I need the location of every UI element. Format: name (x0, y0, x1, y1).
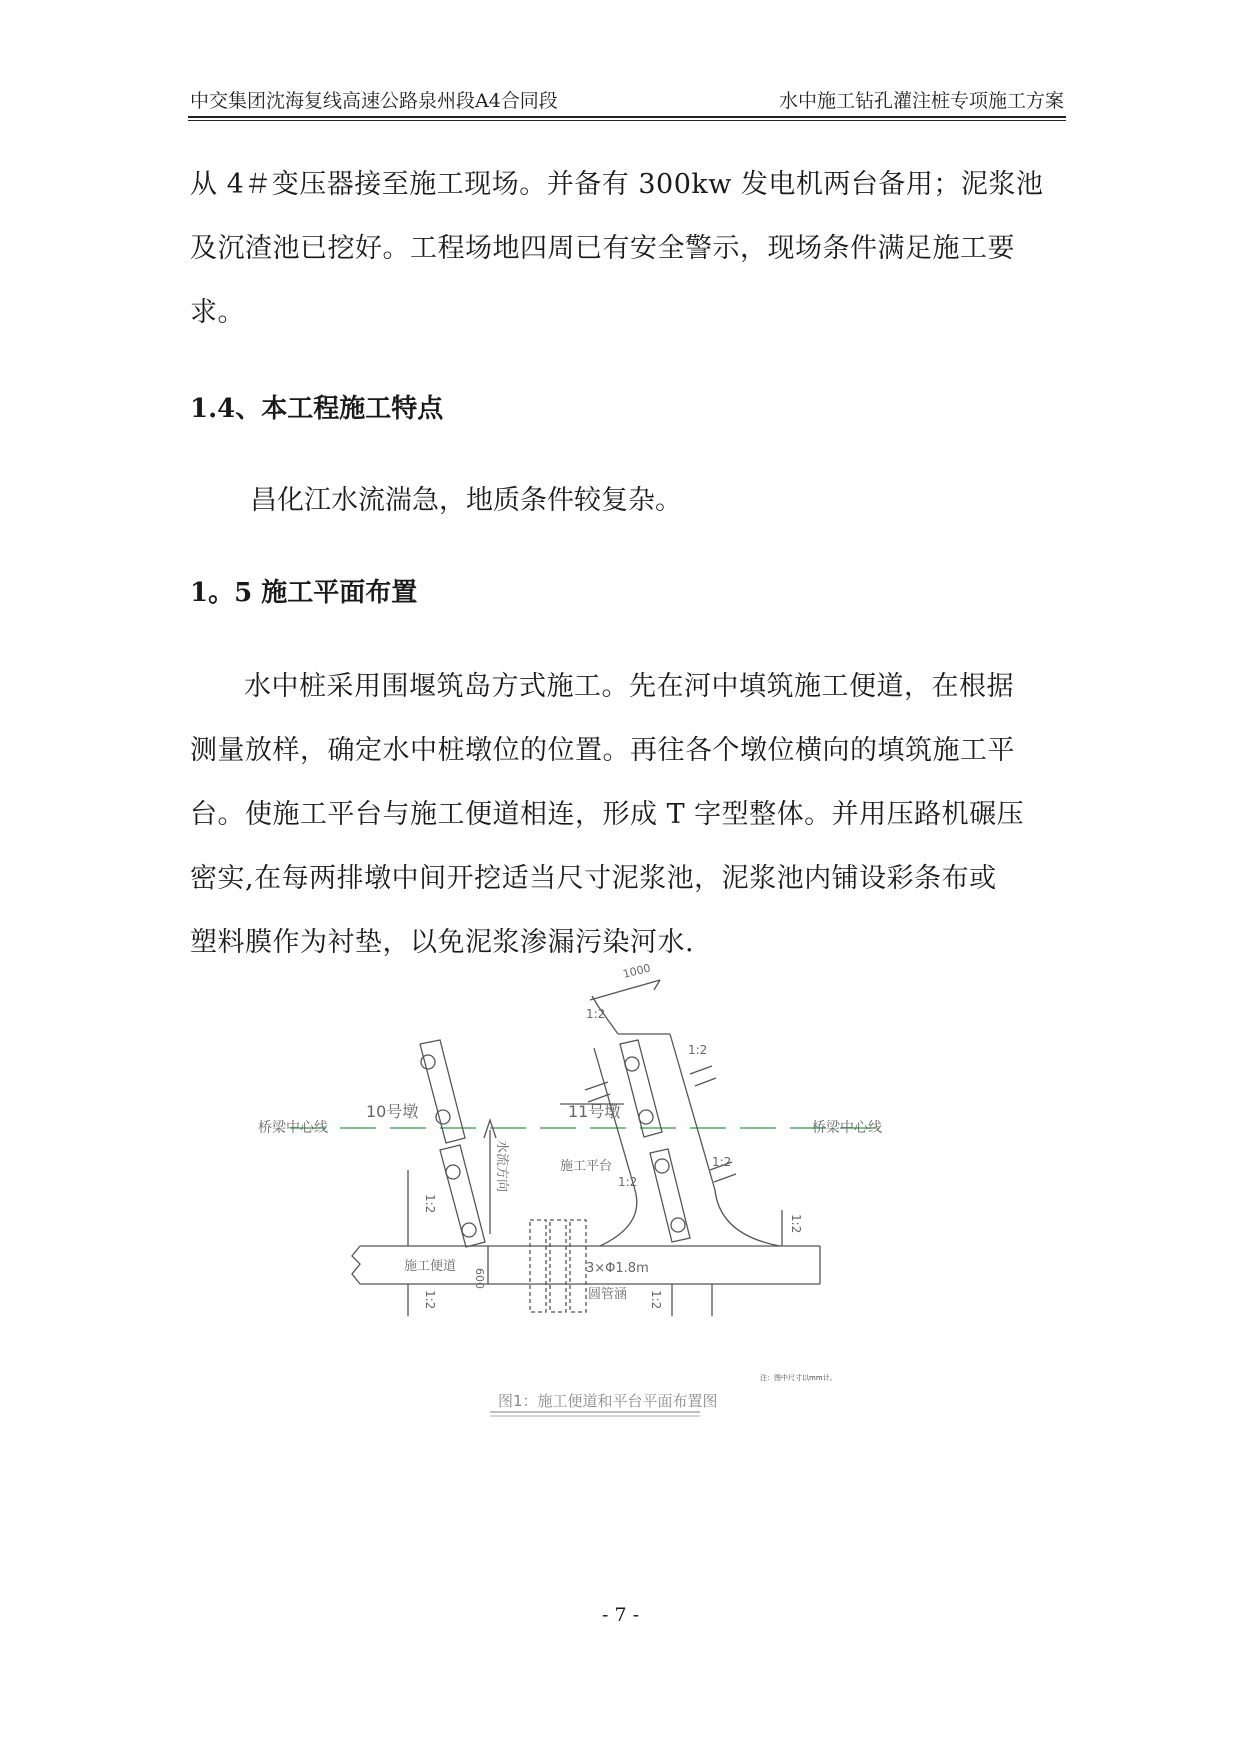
site-plan-figure (258, 961, 1000, 1460)
slope-label: 1:2 (586, 1007, 606, 1021)
culvert-spec-label: 3×Φ1.8m (586, 1261, 649, 1276)
slope-label: 1:2 (423, 1194, 437, 1214)
slope-label: 1:2 (649, 1290, 663, 1310)
section-heading-1-4: 1.4、本工程施工特点 (190, 394, 444, 424)
flow-direction-label: 水流方向 (494, 1140, 509, 1193)
slope-label: 1:2 (688, 1043, 708, 1057)
platform-width-label: 1000 (621, 961, 652, 981)
paragraph-line: 从 4＃变压器接至施工现场。并备有 300kw 发电机两台备用；泥浆池 (190, 169, 1044, 200)
header-right-text: 水中施工钻孔灌注桩专项施工方案 (778, 90, 1064, 112)
paragraph-site-features: 昌化江水流湍急，地质条件较复杂。 (250, 485, 682, 516)
paragraph-line: 求。 (190, 297, 245, 328)
pier11-label: 11号墩 (568, 1102, 621, 1121)
section-heading-1-5: 1。5 施工平面布置 (190, 578, 418, 608)
paragraph-line: 及沉渣池已挖好。工程场地四周已有安全警示，现场条件满足施工要 (190, 233, 1015, 264)
platform-label: 施工平台 (560, 1159, 613, 1174)
site-plan-drawing (258, 961, 1000, 1460)
access-road-label: 施工便道 (404, 1259, 457, 1274)
paragraph-line: 密实,在每两排墩中间开挖适当尺寸泥浆池，泥浆池内铺设彩条布或 (190, 863, 997, 894)
bridge-centerline-label-left: 桥梁中心线 (258, 1120, 328, 1136)
figure-note: 注：图中尺寸以mm计。 (760, 1374, 837, 1382)
slope-label: 1:2 (618, 1175, 638, 1189)
culvert (530, 1220, 586, 1312)
pier-10 (420, 1040, 485, 1247)
paragraph-layout (190, 655, 1068, 975)
figure-caption: 图1：施工便道和平台平面布置图 (498, 1392, 718, 1410)
paragraph-power-supply (190, 153, 1068, 345)
slope-label: 1:2 (789, 1214, 803, 1234)
page-number: - 7 - (601, 1604, 639, 1626)
paragraph-line: 水中桩采用围堰筑岛方式施工。先在河中填筑施工便道，在根据 (244, 671, 1014, 702)
header-left-text: 中交集团沈海复线高速公路泉州段A4合同段 (190, 90, 558, 112)
pier-11 (620, 1040, 690, 1242)
header-rule (188, 116, 1066, 118)
paragraph-line: 测量放样，确定水中桩墩位的位置。再往各个墩位横向的填筑施工平 (190, 735, 1015, 766)
pier10-label: 10号墩 (366, 1102, 419, 1121)
header-rule-thin (188, 120, 1066, 121)
slope-label: 1:2 (712, 1155, 732, 1169)
culvert-name-label: 圆管涵 (588, 1287, 628, 1302)
bridge-centerline-label-right: 桥梁中心线 (812, 1120, 882, 1136)
road-width-label: 600 (473, 1268, 486, 1289)
slope-label: 1:2 (423, 1290, 437, 1310)
paragraph-line: 塑料膜作为衬垫，以免泥浆渗漏污染河水. (190, 927, 695, 958)
paragraph-line: 台。使施工平台与施工便道相连，形成 T 字型整体。并用压路机碾压 (190, 799, 1025, 830)
